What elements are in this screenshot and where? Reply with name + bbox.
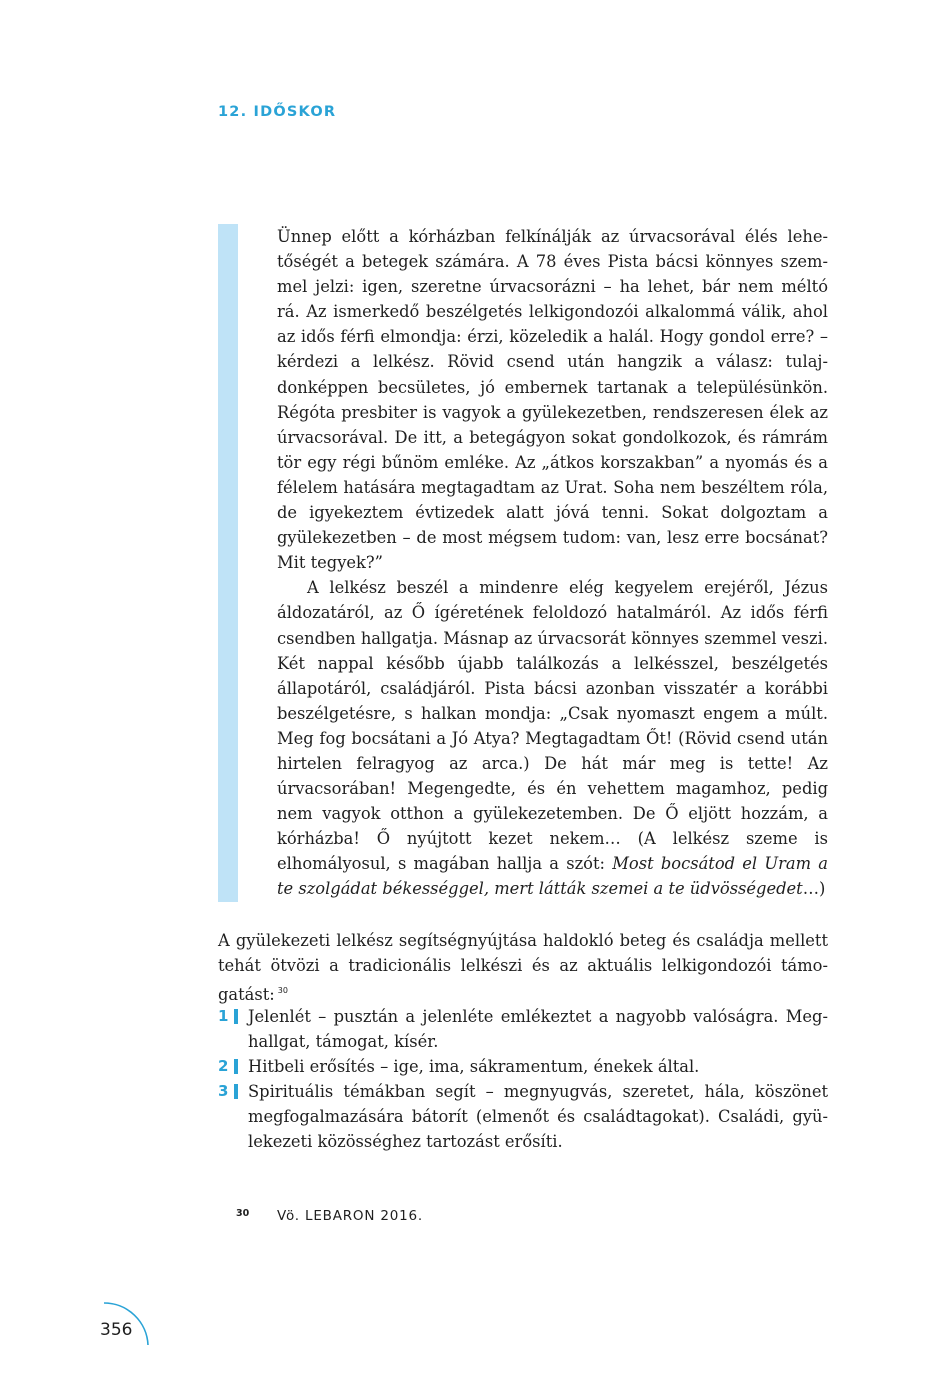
list-item-text: Jelenlét – pusztán a jelenléte emlékeztet a nagyobb valóságra. Meghallgat, támogat, kísér. xyxy=(248,1007,828,1052)
intro-paragraph xyxy=(218,928,828,1007)
page-number: 356 xyxy=(100,1320,133,1340)
list-item-text: Hitbeli erősítés – ige, ima, sákramentum, énekek által. xyxy=(248,1057,700,1077)
list-item xyxy=(218,1054,828,1079)
list-marker xyxy=(234,1084,238,1099)
numbered-list xyxy=(218,1004,828,1155)
quote-paragraph-2 xyxy=(277,575,828,901)
footnote-reference: 30 xyxy=(277,986,288,996)
list-item-number: 3 xyxy=(218,1082,229,1101)
intro-text: A gyülekezeti lelkész segítségnyújtása haldokló beteg és családja mellett tehát ötvözi a tradicionális lelkészi és az aktuális lelkigondozói támogatást: xyxy=(218,931,828,1005)
footnote-number: 30 xyxy=(236,1208,250,1219)
body-text xyxy=(218,928,828,1007)
list-marker xyxy=(234,1009,238,1024)
list-item-number: 2 xyxy=(218,1057,229,1076)
chapter-header: 12. IDŐSKOR xyxy=(218,104,337,120)
quote-paragraph-2-text: A lelkész beszél a mindenre elég kegyelem erejéről, Jézus áldozatáról, az Ő ígéretének feloldozó hatalmáról. Az idős férfi csendben hallgatja. Másnap az úrvacsorát könnyes szemmel veszi. Két nappal később újabb találkozás a lelkésszel, beszélgetés állapotáról, családjáról. Pista bácsi azonban visszatér a korábbi beszélgetésre, s halkan mondja: „Csak nyomaszt engem a múlt. Meg fog bocsátani a Jó Atya? Megtagadtam Őt! (Rövid csend után hirtelen felragyog az arca.) De hát már meg is tette! Az úrvacsorában! Megengedte, és én vehettem magamhoz, pedig nem vagyok otthon a gyülekezetemben. De Ő eljött hozzám, a kórházba! Ő nyújtott kezet nekem… (A lelkész szeme is elhomályosul, s magában hallja a szót: xyxy=(277,578,828,874)
quote-bar xyxy=(218,224,238,902)
list-item xyxy=(218,1004,828,1054)
list-item xyxy=(218,1079,828,1154)
list-item-text: Spirituális témákban segít – megnyugvás, szeretet, hála, köszönet megfogalmazására bátorít (elmenőt és családtagokat). Családi, gyülekezeti közösséghez tartozást erősíti. xyxy=(248,1082,828,1152)
list-item-number: 1 xyxy=(218,1007,229,1025)
quote-paragraph-2-end: …) xyxy=(802,879,826,899)
list-marker xyxy=(234,1059,238,1074)
footnote-text: Vö. LEBARON 2016. xyxy=(277,1208,423,1224)
quote-italic-scripture: Most bocsátod el Uram a te szolgádat békességgel, mert látták szemei a te üdvösségedet xyxy=(277,854,828,899)
case-study-quote xyxy=(277,224,828,902)
quote-paragraph-1: Ünnep előtt a kórházban felkínálják az úrvacsorával élés lehetőségét a betegek számára. A 78 éves Pista bácsi könnyes szemmel jelzi: igen, szeretne úrvacsorázni – ha lehet, bár nem méltó rá. Az ismerkedő beszélgetés lelkigondozói alkalommá válik, ahol az idős férfi elmondja: érzi, közeledik a halál. Hogy gondol erre? – kérdezi a lelkész. Rövid csend után hangzik a válasz: tulajdonképpen becsületes, jó embernek tartanak a településünkön. Régóta presbiter is vagyok a gyülekezetben, rendszeresen élek az úrvacsorával. De itt, a betegágyon sokat gondolkozok, és rámrám tör egy régi bűnöm emléke. Az „átkos korszakban” a nyomás és a félelem hatására megtagadtam az Urat. Soha nem beszéltem róla, de igyekeztem évtizedek alatt jóvá tenni. Sokat dolgoztam a gyülekezetben – de most mégsem tudom: van, lesz erre bocsánat? Mit tegyek?” xyxy=(277,227,828,573)
